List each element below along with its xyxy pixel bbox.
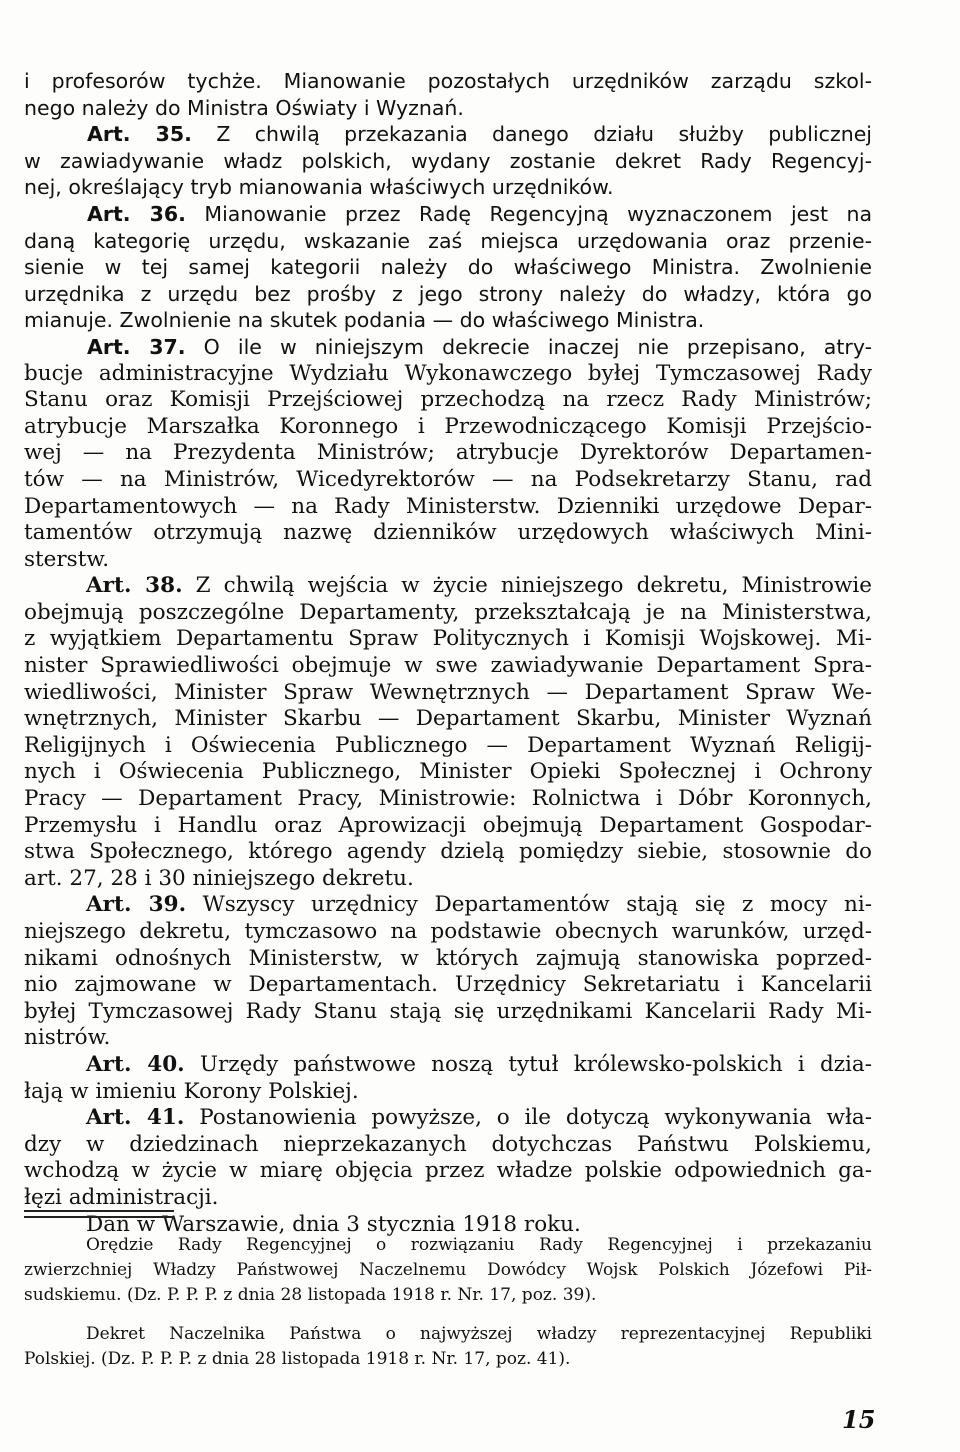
body-text-line: nikami odnośnych Ministerstw, w których zajmują stanowiska poprzed-: [24, 945, 872, 971]
body-text-line: Art. 38. Z chwilą wejścia w życie niniejszego dekretu, Ministrowie: [86, 573, 872, 599]
article-number: Art. 38.: [86, 573, 183, 599]
body-text-line: nych i Oświecenia Publicznego, Minister Opieki Społecznej i Ochrony: [24, 759, 872, 785]
decree-body-text: [24, 68, 872, 1238]
body-text-line: byłej Tymczasowej Rady Stanu stają się urzędnikami Kancelarii Rady Mi-: [24, 998, 872, 1024]
article-number: Art. 40.: [86, 1051, 185, 1077]
body-text-line: Art. 41. Postanowienia powyższe, o ile dotyczą wykonywania wła-: [86, 1105, 872, 1131]
body-text-line: nego należy do Ministra Oświaty i Wyznań.: [24, 95, 464, 120]
article-number: Art. 41.: [86, 1105, 185, 1131]
body-text-line: mianuje. Zwolnienie na skutek podania — do właściwego Ministra.: [24, 308, 705, 333]
body-text-line: nio zajmowane w Departamentach. Urzędnicy Sekretariatu i Kancelarii: [24, 972, 872, 998]
body-text-line: Przemysłu i Handlu oraz Aprowizacji obejmują Departament Gospodar-: [24, 812, 872, 838]
article-number: Art. 36.: [87, 201, 186, 226]
footnote-line: zwierzchniej Władzy Państwowej Naczelnemu Dowódcy Wojsk Polskich Józefowi Pił-: [24, 1260, 872, 1280]
body-text-line: wnętrznych, Minister Skarbu — Departament Skarbu, Minister Wyznań: [24, 706, 872, 732]
body-text-line: Art. 36. Mianowanie przez Radę Regencyjną wyznaczonem jest na: [87, 201, 872, 226]
body-text-line: niejszego dekretu, tymczasowo na podstawie obecnych warunków, urzęd-: [24, 919, 872, 944]
footnote-line: Dekret Naczelnika Państwa o najwyższej władzy reprezentacyjnej Republiki: [86, 1324, 872, 1344]
separator-rule: [24, 1210, 174, 1212]
body-text-line: art. 27, 28 i 30 niniejszego dekretu.: [24, 865, 414, 891]
body-text-line: Art. 35. Z chwilą przekazania danego działu służby publicznej: [87, 122, 873, 147]
body-text-line: urzędnika z urzędu bez prośby z jego strony należy do władzy, która go: [24, 281, 872, 306]
body-text-line: tamentów otrzymują nazwę dzienników urzędowych właściwych Mini-: [24, 520, 872, 546]
separator-rule-2: [24, 1216, 174, 1218]
page-number: 15: [842, 1405, 876, 1434]
body-text-line: łęzi administracji.: [24, 1184, 219, 1210]
body-text-line: Art. 40. Urzędy państwowe noszą tytuł królewsko-polskich i dzia-: [86, 1051, 872, 1077]
body-text-line: stwa Społecznego, którego agendy dzielą pomiędzy siebie, stosownie do: [24, 839, 872, 865]
body-text-line: nej, określający tryb mianowania właściwych urzędników.: [24, 175, 614, 200]
body-text-line: daną kategorię urzędu, wskazanie zaś miejsca urzędowania oraz przenie-: [24, 228, 872, 253]
body-text-line: obejmują poszczególne Departamenty, przekształcają je na Ministerstwa,: [24, 599, 872, 625]
body-text-line: i profesorów tychże. Mianowanie pozostałych urzędników zarządu szkol-: [24, 69, 872, 93]
body-text-line: wiedliwości, Minister Spraw Wewnętrznych — Departament Spraw We-: [24, 679, 872, 705]
footnote-line: Orędzie Rady Regencyjnej o rozwiązaniu Rady Regencyjnej i przekazaniu: [86, 1235, 872, 1255]
body-text-line: z wyjątkiem Departamentu Spraw Politycznych i Komisji Wojskowej. Mi-: [24, 626, 872, 652]
article-number: Art. 37.: [87, 334, 186, 359]
body-text-line: nister Sprawiedliwości obejmuje w swe zawiadywanie Departament Spra-: [24, 653, 872, 679]
footnote-line: sudskiemu. (Dz. P. P. P. z dnia 28 listopada 1918 r. Nr. 17, poz. 39).: [24, 1285, 597, 1305]
body-text-line: sienie w tej samej kategorii należy do właściwego Ministra. Zwolnienie: [24, 255, 872, 280]
body-text-line: dzy w dziedzinach nieprzekazanych dotychczas Państwu Polskiemu,: [24, 1131, 872, 1157]
body-text-line: wej — na Prezydenta Ministrów; atrybucje Dyrektorów Departamen-: [24, 440, 872, 466]
body-text-line: bucje administracyjne Wydziału Wykonawczego byłej Tymczasowej Rady: [24, 360, 872, 386]
body-text-line: Departamentowych — na Rady Ministerstw. Dzienniki urzędowe Depar-: [24, 493, 872, 519]
body-text-line: Religijnych i Oświecenia Publicznego — Departament Wyznań Religij-: [24, 732, 872, 758]
note-spacer: [24, 1308, 872, 1322]
body-text-line: Stanu oraz Komisji Przejściowej przechodzą na rzecz Rady Ministrów;: [24, 387, 872, 413]
body-text-line: Pracy — Departament Pracy, Ministrowie: Rolnictwa i Dóbr Koronnych,: [24, 786, 872, 812]
footnote-line: Polskiej. (Dz. P. P. P. z dnia 28 listopada 1918 r. Nr. 17, poz. 41).: [24, 1349, 571, 1369]
body-text-line: nistrów.: [24, 1025, 111, 1051]
body-text-line: Art. 39. Wszyscy urzędnicy Departamentów stają się z mocy ni-: [86, 892, 872, 918]
body-text-line: w zawiadywanie władz polskich, wydany zostanie dekret Rady Regencyj-: [24, 148, 872, 173]
body-text-line: atrybucje Marszałka Koronnego i Przewodniczącego Komisji Przejścio-: [24, 413, 872, 439]
body-text-line: Dan w Warszawie, dnia 3 stycznia 1918 roku.: [86, 1211, 581, 1237]
body-text-line: wchodzą w życie w miarę objęcia przez władze polskie odpowiednich ga-: [24, 1158, 872, 1184]
body-text-line: tów — na Ministrów, Wicedyrektorów — na Podsekretarzy Stanu, rad: [24, 466, 872, 492]
body-text-line: łają w imieniu Korony Polskiej.: [24, 1078, 359, 1104]
article-number: Art. 39.: [86, 892, 187, 918]
footnotes: [24, 1233, 872, 1372]
body-text-line: Art. 37. O ile w niniejszym dekrecie inaczej nie przepisano, atry-: [87, 334, 872, 359]
article-number: Art. 35.: [87, 122, 192, 147]
body-text-line: sterstw.: [24, 546, 110, 572]
